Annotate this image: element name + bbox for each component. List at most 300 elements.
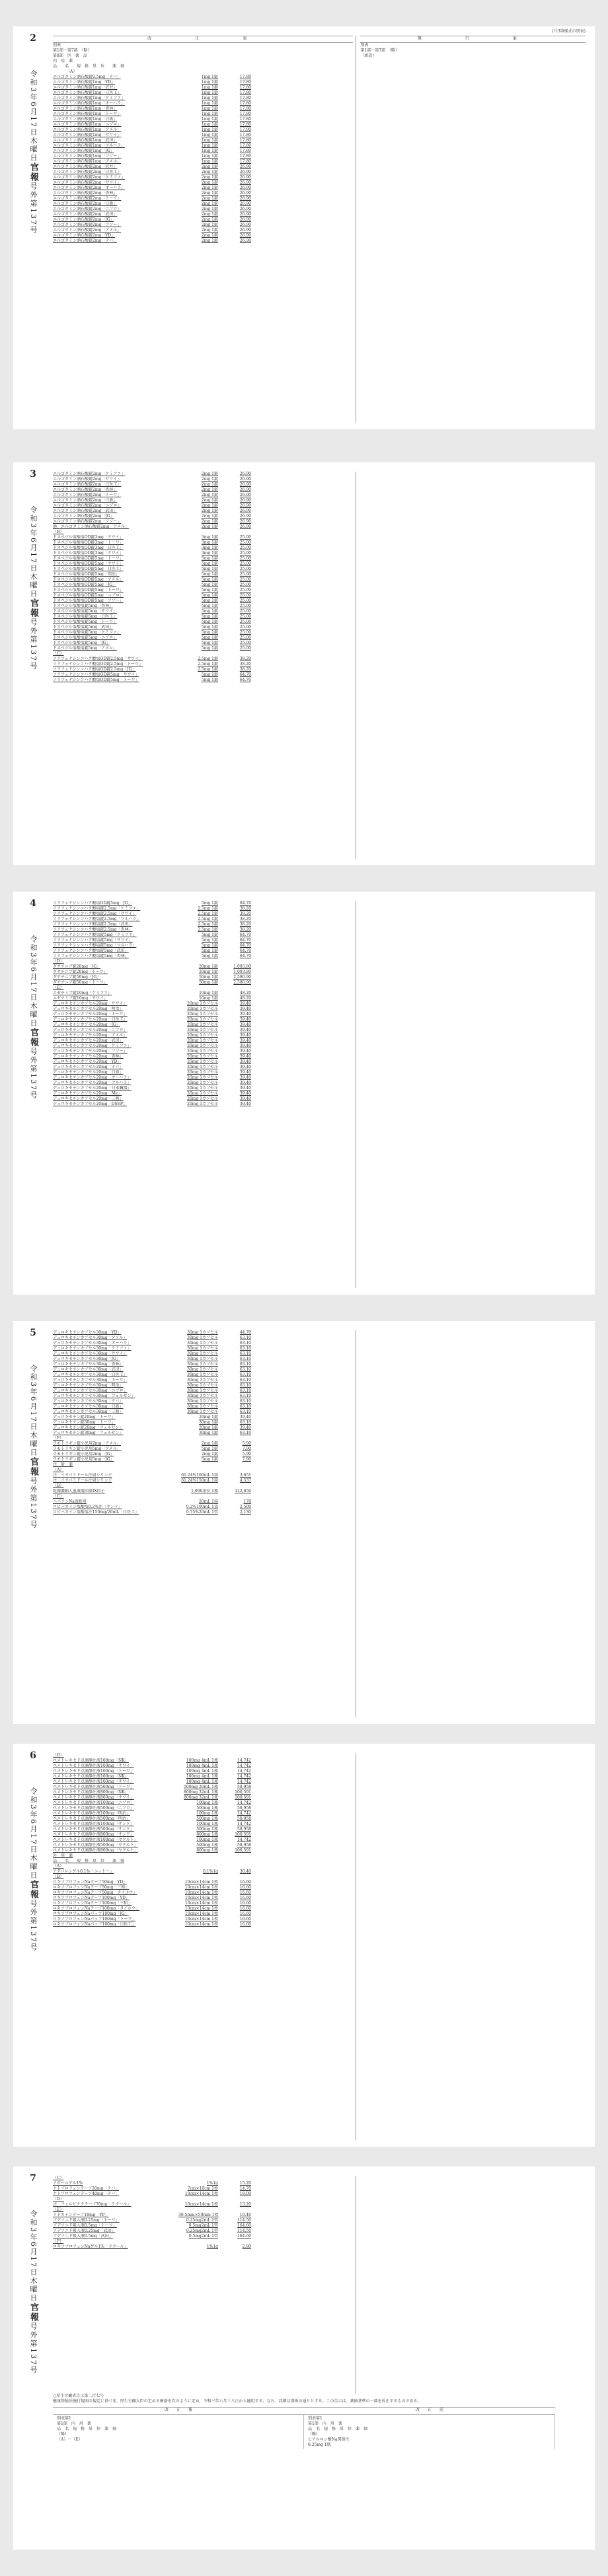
drug-unit: 100mg 1瓶 (196, 1822, 218, 1826)
table-row (53, 75, 353, 80)
drug-price (218, 959, 251, 964)
drug-unit: 1mg 1錠 (201, 154, 218, 159)
drug-unit: 5mg 1錠 (201, 630, 218, 635)
table-row (53, 487, 353, 493)
drug-name: ソリフェナシンコハク酸塩OD錠2.5mg「サワイ」 (53, 657, 143, 661)
table-row (53, 133, 353, 138)
drug-unit: 20mg 1錠 (199, 1415, 218, 1419)
table-row (53, 1367, 353, 1373)
drug-price: 25.00 (239, 620, 251, 624)
drug-price: 63.10 (239, 1404, 251, 1409)
drug-name: （A） (53, 1468, 64, 1472)
table-row (53, 954, 353, 959)
drug-price: 2,130 (239, 1510, 251, 1515)
table-row (53, 598, 353, 604)
table-row (53, 212, 353, 217)
comparison-table (53, 36, 586, 423)
drug-price: 14,742 (237, 1779, 251, 1784)
drug-unit (178, 1494, 218, 1499)
drug-name: デュロキセチン錠20mg「フェルゼン」 (53, 1425, 124, 1430)
notice-text: 健康保険法施行規則の規定に基づき、厚生労働大臣の定める療養を次のように定め、令和三年六月十八日から適用する。なお、詳細は別紙の通りとする。この告示は、薬価基準の一部を改正するものである。 (53, 2399, 422, 2404)
drug-unit: 5mg 1錠 (201, 620, 218, 624)
drug-unit: 1,000単位 1瓶 (191, 1489, 218, 1493)
table-row (53, 503, 353, 509)
table-row (53, 1901, 353, 1906)
drug-price (218, 2197, 251, 2202)
table-row (53, 2207, 353, 2213)
table-row (53, 927, 353, 933)
drug-name: デュロキセチン錠20mg「トーワ」 (53, 1415, 116, 1419)
drug-price: 63.10 (239, 1346, 251, 1351)
drug-name: ロキソプロフェンNaテープ50mg「YD」 (53, 1880, 128, 1884)
gazette-weekday: 木曜日 (29, 1854, 38, 1880)
table-row (53, 2234, 353, 2239)
drug-name: ドネペジル塩酸塩錠5mg「トーワ」 (53, 620, 118, 624)
drug-name: ドネペジル塩酸塩OD錠3mg「日医工」 (53, 546, 124, 550)
drug-name: ソリフェナシンコハク酸塩錠2.5mg「武田」 (53, 922, 133, 927)
table-row (53, 641, 353, 646)
drug-price: 16.60 (239, 1906, 251, 1911)
table-row (53, 651, 353, 657)
table-row (53, 1336, 353, 1341)
drug-unit: 1mg 1錠 (201, 138, 218, 143)
drug-name: エルゴタミン酒石酸錠2mg「日医工」 (53, 482, 122, 487)
table-row (53, 1012, 353, 1017)
drug-name: ペメトレキセド点滴静注液500mg「サンド」 (53, 1827, 134, 1832)
drug-price: 10.40 (239, 2213, 251, 2217)
drug-price: 25.00 (239, 609, 251, 614)
drug-price: 17.80 (239, 75, 251, 79)
table-row (53, 2229, 353, 2234)
drug-name: エルゴタミン酒石酸錠2mg「YD」 (53, 233, 116, 238)
table-row (53, 1044, 353, 1049)
comparison-table (53, 1753, 586, 2140)
drug-name: デュロキセチンカプセル20mg「テバ」 (53, 1065, 124, 1069)
drug-price: 63.10 (239, 1373, 251, 1377)
comparison-table (53, 1330, 586, 1717)
table-row (53, 2239, 353, 2244)
table-row (53, 2176, 353, 2181)
drug-price: 17.80 (239, 101, 251, 106)
table-row (53, 1832, 353, 1838)
drug-price: 39.40 (239, 1001, 251, 1006)
drug-name: ペメトレキセド点滴静注液100mg「トーワ」 (53, 1769, 134, 1773)
table-row (53, 1489, 353, 1494)
table-row (53, 609, 353, 614)
table-row (53, 1848, 353, 1853)
drug-price: 26.90 (239, 191, 251, 196)
drug-price: 14,742 (237, 1769, 251, 1773)
drug-name: （F） (53, 2239, 64, 2244)
drug-unit: 5mg 1錠 (201, 948, 218, 953)
drug-price: 38.20 (239, 917, 251, 921)
drug-price: 17.80 (239, 138, 251, 143)
drug-unit: 5mg 1錠 (201, 556, 218, 561)
drug-unit: 2mg 1錠 (201, 514, 218, 519)
table-row (53, 138, 353, 143)
drug-price: 63.10 (239, 1378, 251, 1382)
drug-name: ロキソプロフェンNaパップ100mg「JG」 (53, 1912, 129, 1916)
drug-name: ソリフェナシンコハク酸塩錠5mg「ツルハラ」 (53, 943, 137, 948)
drug-price (218, 651, 251, 657)
drug-name: エルゴタミン酒石酸錠1mg「ツルハラ」 (53, 143, 125, 148)
amendment-line: 0.25mg 1瓶 (308, 2443, 331, 2447)
drug-unit: 5mg 1錠 (201, 635, 218, 640)
drug-unit: 2mg 1錠 (201, 223, 218, 227)
drug-price: 16.60 (239, 1885, 251, 1890)
drug-unit: 100mg 4mL 1瓶 (186, 1779, 218, 1784)
drug-name: デュロキセチンカプセル20mg「トーワ」 (53, 1012, 128, 1017)
table-row (53, 217, 353, 223)
table-row (53, 1811, 353, 1816)
drug-unit: 2mg 1錠 (201, 233, 218, 238)
table-row (53, 1806, 353, 1811)
drug-unit: 2mg 1錠 (201, 519, 218, 524)
drug-name: デュロキセチンカプセル20mg「サワイ」 (53, 1001, 128, 1006)
amendment-line: 品 名 規 格 単 位 薬 価 (308, 2427, 368, 2431)
drug-price: 4,537 (239, 1478, 251, 1483)
drug-price: 39.40 (239, 1059, 251, 1064)
drug-unit: 5mg 1錠 (201, 561, 218, 566)
drug-unit: 1mg 1錠 (201, 75, 218, 79)
drug-unit: 50mg 1錠 (199, 975, 218, 980)
drug-name: （D） (53, 959, 64, 964)
drug-unit: 500mg 1瓶 (196, 1843, 218, 1847)
drug-price: 26.90 (239, 223, 251, 227)
table-row (53, 1769, 353, 1774)
drug-price: 39.40 (239, 1044, 251, 1048)
drug-price: 26.90 (239, 519, 251, 524)
drug-unit: 3mg 1錠 (201, 540, 218, 545)
drug-name: 注 射 薬 (53, 1462, 73, 1467)
drug-unit: 1mg 1錠 (201, 122, 218, 127)
amendment-line: 第1節 内 用 薬 (57, 2421, 91, 2426)
revised-column (53, 1330, 356, 1717)
page-content (53, 1753, 586, 2140)
table-row (53, 1473, 353, 1478)
table-meta-line: 別表 (360, 43, 369, 48)
table-row (53, 2223, 353, 2229)
drug-price: 17.80 (239, 159, 251, 164)
drug-unit: 5mg 1錠 (201, 641, 218, 645)
drug-name: ソリフェナシンコハク酸塩OD錠5mg「サワイ」 (53, 672, 139, 677)
drug-name: （E） (53, 985, 64, 990)
table-row (53, 917, 353, 922)
drug-price: 39.40 (239, 1054, 251, 1059)
drug-price: 25.00 (239, 614, 251, 619)
drug-name: ブデソニド吸入液0.25mg「トーワ」 (53, 2218, 120, 2223)
table-row (53, 1499, 353, 1505)
drug-name: ヘパリンNa透析用 (53, 1499, 87, 1504)
drug-price: 30.40 (239, 1869, 251, 1874)
page-number: 6 (30, 1750, 36, 1761)
drug-price (218, 1484, 251, 1489)
drug-price: 1,093.80 (233, 964, 251, 969)
table-row (53, 1827, 353, 1832)
drug-price: 17.80 (239, 90, 251, 95)
drug-unit: 2mg 1錠 (201, 503, 218, 508)
drug-price: 39.40 (239, 1075, 251, 1080)
drug-price: 25.00 (239, 641, 251, 645)
page-content (53, 2176, 586, 2543)
page-number: 4 (30, 898, 36, 909)
drug-price: 2,580.90 (233, 980, 251, 985)
table-row (53, 583, 353, 588)
table-row (53, 1330, 353, 1336)
drug-price: 17.80 (239, 117, 251, 122)
drug-unit: 20mg 1カプセル (187, 1054, 218, 1059)
table-row (53, 1785, 353, 1790)
page-number: 2 (30, 33, 36, 44)
table-row (53, 1065, 353, 1070)
drug-name: デュロキセチンカプセル30mg「サワイ」 (53, 1351, 128, 1356)
table-row (53, 2202, 353, 2207)
drug-price: 63.10 (239, 1351, 251, 1356)
drug-price: 16.60 (239, 1922, 251, 1927)
drug-name: ペメトレキセド点滴静注液800mg「NK」 (53, 1790, 129, 1795)
drug-name: エルゴタミン酒石酸錠2mg「JG」 (53, 514, 114, 519)
drug-name: エルゴタミン酒石酸錠2mg「サワイ」 (53, 180, 122, 185)
table-row (53, 1447, 353, 1452)
drug-price: 25.00 (239, 546, 251, 550)
gazette-side-header (20, 26, 46, 429)
drug-unit: 20mg 1カプセル (187, 1049, 218, 1054)
table-row (53, 1362, 353, 1367)
drug-name: デュロキセチンカプセル30mg「アメル」 (53, 1336, 128, 1340)
drug-name: ドネペジル塩酸塩錠5mg「日医工」 (53, 614, 118, 619)
table-row (53, 1431, 353, 1436)
drug-name: 他 エルゴタミン酒石酸錠2mg「アメル」 (53, 524, 129, 529)
table-row (53, 482, 353, 487)
drug-name: ペメトレキセド点滴静注液500mg「ヤクルト」 (53, 1843, 138, 1847)
drug-price: 39.40 (239, 1038, 251, 1043)
drug-unit (178, 1753, 218, 1758)
drug-name: エルゴタミン酒石酸錠2mg「ニプロ」 (53, 503, 122, 508)
drug-unit: 10cm×14cm 1枚 (184, 1885, 218, 1890)
table-row (53, 1059, 353, 1065)
drug-name: エルゴタミン酒石酸錠1mg「アメル」 (53, 127, 121, 132)
drug-unit: 1%1g (206, 2244, 218, 2249)
drug-name: エルゴタミン酒石酸錠1mg「アメル」 (53, 159, 121, 164)
drug-unit: 5mg 1錠 (201, 678, 218, 682)
drug-name: ドネペジル塩酸塩錠5mg「武田」 (53, 625, 114, 629)
drug-name: ダサチニブ錠20mg「JG」 (53, 964, 101, 969)
drug-name: エルゴタミン酒石酸錠1mg「フソー」 (53, 154, 122, 159)
drug-price: 26.90 (239, 201, 251, 206)
drug-unit: 800mg 32mL 1瓶 (184, 1795, 218, 1800)
drug-unit: 2mg 1錠 (201, 228, 218, 233)
drug-unit: 20mg 1カプセル (187, 1091, 218, 1096)
gazette-date: 令和3年6月17日 (29, 2210, 38, 2277)
table-row (53, 1906, 353, 1912)
drug-name: エルゴタミン酒石酸錠2mg「杏林」 (53, 487, 118, 492)
table-row (53, 514, 353, 519)
drug-name: ソリフェナシンコハク酸塩錠2.5mg「杏林」 (53, 927, 133, 932)
table-row (53, 1843, 353, 1848)
drug-name: エルゴタミン酒石酸錠2mg「サワイ」 (53, 477, 122, 482)
table-row (53, 1822, 353, 1827)
table-row (53, 477, 353, 482)
drug-name: ソリフェナシンコハク酸塩錠5mg「ケミファ」 (53, 933, 137, 937)
drug-name: デュロキセチン錠30mg「フェルゼン」 (53, 1431, 124, 1435)
drug-unit: 20mg 1錠 (199, 1425, 218, 1430)
amendment-line: 別表第1 (308, 2416, 323, 2421)
drug-price: 63.10 (239, 1431, 251, 1435)
after-heading: 改 正 後 (164, 2408, 192, 2412)
drug-name: ペメトレキセド点滴静注液800mg「ヤクルト」 (53, 1848, 138, 1853)
drug-price: 25.00 (239, 593, 251, 598)
drug-name: ペメトレキセド点滴静注液100mg「明治」 (53, 1811, 130, 1816)
drug-unit: 5mg 1錠 (201, 672, 218, 677)
drug-name: エルゴタミン酒石酸錠1mg「ニプロ」 (53, 122, 122, 127)
drug-name: ソリフェナシンコハク酸塩錠2.5mg「ケミファ」 (53, 906, 141, 911)
drug-name: ブデソニド吸入液0.5mg「トーワ」 (53, 2223, 117, 2228)
drug-name: 乾燥濃縮人血液凝固第IX因子 (53, 1489, 105, 1493)
drug-unit: 50mg 1錠 (199, 980, 218, 985)
drug-price: 100,591 (235, 1848, 251, 1853)
drug-name: リドカインテープ18mg「YP」 (53, 2213, 109, 2217)
drug-name: ペメトレキセド点滴静注液100mg「NK」 (53, 1758, 129, 1763)
drug-unit: 2mg 1錠 (201, 170, 218, 174)
table-row (53, 551, 353, 556)
drug-unit: 0.25mg2mL 1管 (186, 2218, 218, 2223)
drug-unit: 2.5mg 1錠 (198, 662, 218, 666)
drug-price: 58,958 (237, 1806, 251, 1810)
drug-name: デュロキセチンカプセル30mg「三和」 (53, 1410, 124, 1414)
drug-unit: 2mg 1錠 (201, 186, 218, 190)
drug-price: 26.90 (239, 164, 251, 169)
drug-name: ドネペジル塩酸塩OD錠5mg「アメル」 (53, 577, 124, 582)
drug-unit: 0.1%1g (203, 1869, 218, 1874)
drug-unit: 30mg 1カプセル (187, 1404, 218, 1409)
drug-unit: 5mg 1錠 (201, 1447, 218, 1451)
current-column (356, 1753, 586, 2140)
drug-price: 14,742 (237, 1764, 251, 1768)
drug-name: ペメトレキセド点滴静注液500mg「明治」 (53, 1816, 130, 1821)
table-row (53, 1790, 353, 1795)
drug-price: 63.10 (239, 1388, 251, 1393)
drug-name: エルゴタミン酒石酸錠2mg「武田」 (53, 509, 118, 513)
drug-unit (178, 1462, 218, 1468)
drug-name: デュロキセチンカプセル30mg「ケミファ」 (53, 1346, 132, 1351)
table-row (53, 577, 353, 583)
drug-unit: 20mg 1カプセル (187, 1033, 218, 1038)
drug-name: デュロキセチンカプセル20mg「明治」 (53, 1007, 124, 1011)
drug-name: ソリフェナシンコハク酸塩OD錠5mg「トーワ」 (53, 678, 139, 682)
drug-name: ダサチニブ錠20mg「トーワ」 (53, 970, 108, 974)
drug-price: 63.10 (239, 1341, 251, 1345)
drug-price: 7.90 (242, 1457, 251, 1462)
drug-name: エルゴタミン酒石酸錠2mg「オーハラ」 (53, 186, 126, 190)
table-row (53, 1415, 353, 1420)
table-row (53, 906, 353, 912)
table-row (53, 2192, 353, 2197)
drug-name: デュロキセチンカプセル20mg「日医工」 (53, 1017, 128, 1022)
drug-unit: 30mg 1錠 (199, 1420, 218, 1425)
drug-unit: 800mg 1瓶 (196, 1848, 218, 1853)
table-row (53, 1462, 353, 1468)
drug-name: エルゴタミン酒石酸錠1mg「沢井」 (53, 85, 118, 90)
drug-name: ソリフェナシンコハク酸塩錠5mg「杏林」 (53, 954, 129, 958)
table-row (53, 630, 353, 635)
drug-price: 26.90 (239, 498, 251, 503)
amendment-line: （略） (308, 2432, 321, 2437)
drug-unit (178, 959, 218, 964)
drug-unit: 20mg 1カプセル (187, 1038, 218, 1043)
drug-unit: 2.5mg 1錠 (198, 917, 218, 921)
gazette-side-header (20, 892, 46, 1295)
drug-unit: 20mg 1錠 (199, 970, 218, 974)
drug-unit: 10cm×14cm 1枚 (184, 2192, 218, 2196)
table-row (53, 1816, 353, 1822)
drug-unit: 1mg 1錠 (201, 80, 218, 85)
drug-unit: 10cm×14cm 1枚 (184, 1906, 218, 1911)
table-row (53, 1880, 353, 1885)
table-row (53, 991, 353, 996)
drug-unit: 5mg 1錠 (201, 646, 218, 651)
drug-name: ドネペジル塩酸塩錠5mg「JG」 (53, 641, 110, 645)
table-row (53, 1425, 353, 1431)
drug-price: 17.80 (239, 96, 251, 100)
drug-price: 26.90 (239, 487, 251, 492)
table-row (53, 2218, 353, 2223)
drug-unit: 20mg 1カプセル (187, 1017, 218, 1022)
table-row (53, 1869, 353, 1875)
drug-price (218, 1462, 251, 1468)
gazette-page (13, 26, 595, 429)
table-row (53, 2244, 353, 2250)
drug-name: ロキソプロフェンNaテープ50mg「三和」 (53, 1885, 130, 1890)
drug-price: 39.40 (239, 1049, 251, 1054)
drug-name: エルゴタミン酒石酸錠1mg「サワイ」 (53, 133, 122, 137)
table-row (53, 1484, 353, 1489)
drug-name: エルゴタミン酒石酸錠2mg「ケミファ」 (53, 175, 126, 180)
drug-name: エルゴタミン酒石酸錠1mg「オーハラ」 (53, 101, 126, 106)
drug-price: 26.90 (239, 233, 251, 238)
drug-unit: 2mg 1錠 (201, 164, 218, 169)
drug-name: ロキソプロフェンNaテープ100mg「YD」 (53, 1896, 130, 1900)
table-row (53, 201, 353, 207)
drug-unit: 2mg 1錠 (201, 472, 218, 476)
drug-name: 注 イオパミドール注射シリンジ (53, 1478, 112, 1483)
drug-price (218, 1853, 251, 1859)
drug-name: エゼチミブ錠10mg「サワイ」 (53, 996, 108, 1001)
drug-unit (178, 1875, 218, 1880)
drug-unit: 500mg 1瓶 (196, 1806, 218, 1810)
drug-name: デュロキセチンカプセル20mg「日本臓器」 (53, 1086, 132, 1091)
gazette-header-text (26, 70, 40, 234)
drug-price: 48.20 (239, 991, 251, 995)
drug-price: 14,742 (237, 1758, 251, 1763)
drug-price: 14,742 (237, 1774, 251, 1779)
drug-name: ペメトレキセド点滴静注液100mg「サワイ」 (53, 1779, 134, 1784)
gazette-weekday: 木曜日 (29, 2277, 38, 2303)
drug-unit: 3mg 1錠 (201, 535, 218, 540)
drug-unit: 20mg 1カプセル (187, 1070, 218, 1075)
table-row (53, 228, 353, 233)
drug-price: 25.00 (239, 604, 251, 608)
table-row (53, 2213, 353, 2218)
drug-unit: 1%1g (206, 2181, 218, 2186)
table-row (53, 1875, 353, 1880)
drug-price: 26.90 (239, 509, 251, 513)
table-row (53, 509, 353, 514)
drug-price: 25.00 (239, 535, 251, 540)
drug-unit (178, 1853, 218, 1859)
drug-price (218, 2207, 251, 2213)
drug-price: 26.90 (239, 180, 251, 185)
drug-name: （B） (53, 1875, 64, 1879)
